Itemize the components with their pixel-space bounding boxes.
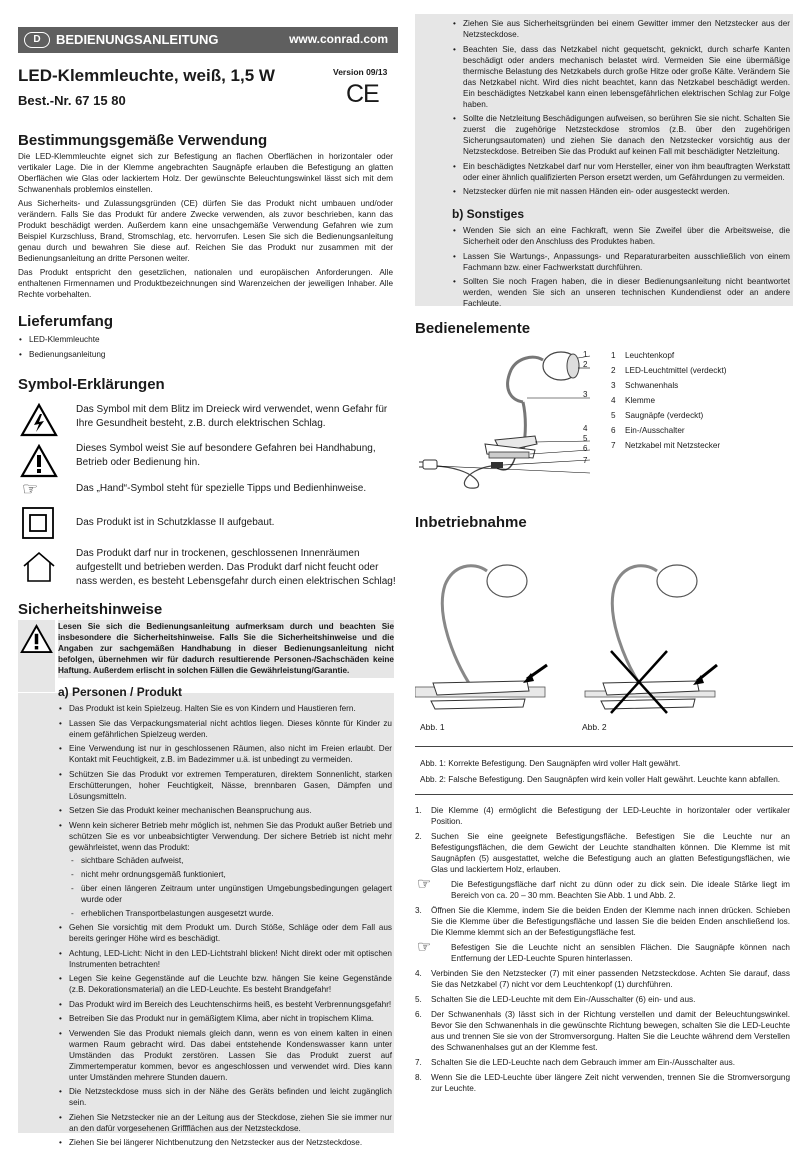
figure-caption: Abb. 1: Korrekte Befestigung. Den Saugnäpfen wird voller Halt gewährt. xyxy=(420,759,681,768)
list-item-text: Wenn kein sicherer Betrieb mehr möglich ist, nehmen Sie das Produkt außer Betrieb und schützen Sie es vor unbeabsichtigter Verwendung. Der sichere Betrieb ist nicht mehr gewährleistet, wenn das Produkt: xyxy=(69,820,392,852)
figure-label: Abb. 1 xyxy=(420,722,445,732)
safety-b-list xyxy=(452,225,790,313)
safety-icon-box xyxy=(18,620,55,692)
startup-steps xyxy=(415,805,790,1098)
list-item: • Bedienungsanleitung xyxy=(18,349,388,360)
list-item: • Das Produkt ist kein Spielzeug. Halten Sie es von Kindern und Haustieren fern. xyxy=(58,703,392,714)
step-item: 4. Verbinden Sie den Netzstecker (7) mit einer passenden Netzsteckdose. Achten Sie darauf, dass Sie das Netzkabel (7) nicht vor dem Leuchtenkopf (1) durchführen. xyxy=(415,969,790,989)
sub-list-item: - nicht mehr ordnungsgemäß funktioniert, xyxy=(69,869,392,880)
legend-label: Ein-/Ausschalter xyxy=(625,426,685,435)
list-item: • Ziehen Sie Netzstecker nie an der Leitung aus der Steckdose, ziehen Sie sie immer nur an den dafür vorgesehenen Griffflächen aus der Netzsteckdose. xyxy=(58,1112,392,1134)
subsection-heading: b) Sonstiges xyxy=(452,207,525,221)
divider xyxy=(415,794,793,795)
symbol-row xyxy=(18,479,403,502)
legend-item xyxy=(611,408,791,423)
list-item: • Netzstecker dürfen nie mit nassen Händen ein- oder ausgesteckt werden. xyxy=(452,186,790,197)
usage-section xyxy=(18,151,393,300)
step-text: Schalten Sie die LED-Leuchte mit dem Ein-/Ausschalter (6) ein- und aus. xyxy=(431,995,696,1004)
order-number: Best.-Nr. 67 15 80 xyxy=(18,93,126,108)
step-text: Suchen Sie eine geeignete Befestigungsfläche. Befestigen Sie die Leuchte nur an Befestigungsflächen, die dem Gewicht der Leuchte standhalten können. Die Klemme ist mit Saugnäpfen (5) ausgestattet, welche die Befestigung auch an glatten Befestigungsflächen, wie Glas und lackiertem Holz, erlauben. xyxy=(431,832,790,874)
list-item: • Die Netzsteckdose muss sich in der Nähe des Geräts befinden und leicht zugänglich sein. xyxy=(58,1086,392,1108)
step-item: 1. Die Klemme (4) ermöglicht die Befestigung der LED-Leuchte in horizontaler oder vertikaler Position. xyxy=(415,806,790,826)
legend-number: 7 xyxy=(611,441,616,450)
pointing-hand-icon: ☞ xyxy=(417,876,432,893)
legend-label: LED-Leuchtmittel (verdeckt) xyxy=(625,366,727,375)
symbol-text: Das Symbol mit dem Blitz im Dreieck wird verwendet, wenn Gefahr für Ihre Gesundheit besteht, z.B. durch elektrischen Schlag. xyxy=(76,404,388,429)
controls-legend xyxy=(611,348,791,453)
sub-list-item: - erheblichen Transportbelastungen ausgesetzt wurde. xyxy=(69,908,392,919)
sub-list-item: - sichtbare Schäden aufweist, xyxy=(69,855,392,866)
legend-item xyxy=(611,348,791,363)
step-item: 2. Suchen Sie eine geeignete Befestigungsfläche. Befestigen Sie die Leuchte nur an Befestigungsflächen, die dem Gewicht der Leuchte standhalten können. Die Klemme ist mit Saugnäpfen (5) ausgestattet, welche die Befestigung auch an glatten Befestigungsflächen, wie Glas und lackiertem Holz, erlauben. xyxy=(415,832,790,874)
pointing-hand-icon: ☞ xyxy=(22,479,39,499)
legend-number: 1 xyxy=(611,351,616,360)
delivery-heading: Lieferumfang xyxy=(18,313,114,330)
list-item: • Lassen Sie das Verpackungsmaterial nicht achtlos liegen. Dieses könnte für Kinder zu einem gefährlichen Spielzeug werden. xyxy=(58,718,392,740)
delivery-list xyxy=(18,334,388,363)
list-item: • Lassen Sie Wartungs-, Anpassungs- und Reparaturarbeiten ausschließlich von einem Fachmann bzw. einer Fachwerkstatt durchführen. xyxy=(452,251,790,273)
list-item: • Setzen Sie das Produkt keiner mechanischen Beanspruchung aus. xyxy=(58,805,392,816)
symbol-row xyxy=(18,547,403,591)
exclamation-warning-icon xyxy=(20,624,53,654)
legend-label: Schwanenhals xyxy=(625,381,679,390)
legend-item xyxy=(611,393,791,408)
list-item: • Eine Verwendung ist nur in geschlossenen Räumen, also nicht im Freien erlaubt. Der Kontakt mit Feuchtigkeit, z.B. im Badezimmer u.ä. ist unbedingt zu vermeiden. xyxy=(58,743,392,765)
sub-list-item: - über einen längeren Zeitraum unter ungünstigen Umgebungsbedingungen gelagert wurde oder xyxy=(69,883,392,905)
indoor-house-icon xyxy=(22,551,56,583)
list-item: • Das Produkt wird im Bereich des Leuchtenschirms heiß, es besteht Verbrennungsgefahr! xyxy=(58,999,392,1010)
symbols-heading: Symbol-Erklärungen xyxy=(18,376,165,393)
safety-heading: Sicherheitshinweise xyxy=(18,601,163,618)
protection-class-ii-icon xyxy=(22,507,54,539)
symbol-row xyxy=(18,403,403,443)
step-text: Schalten Sie die LED-Leuchte nach dem Gebrauch immer am Ein-/Ausschalter aus. xyxy=(431,1058,735,1067)
safety-intro: Lesen Sie sich die Bedienungsanleitung aufmerksam durch und beachten Sie insbesondere die Sicherheitshinweise. Falls Sie die Sicherheitshinweise und die Angaben zur sachgemäßen Handhabung in dieser Bedienungsanleitung nicht befolgen, übernehmen wir für dadurch resultierende Personen-/Sachschäden keine Haftung. Außerdem erlischt in solchen Fällen die Gewährleistung/Garantie. xyxy=(58,620,394,678)
callout-label: 3 xyxy=(583,390,588,399)
safety-right-list xyxy=(452,18,790,201)
legend-label: Netzkabel mit Netzstecker xyxy=(625,441,721,450)
callout-label: 1 xyxy=(583,350,588,359)
ce-mark: CE xyxy=(346,80,379,108)
symbol-text: Das „Hand“-Symbol steht für spezielle Tipps und Bedienhinweise. xyxy=(76,483,367,494)
step-text: Die Klemme (4) ermöglicht die Befestigung der LED-Leuchte in horizontaler oder vertikaler Position. xyxy=(431,806,790,826)
header-bar xyxy=(18,27,398,53)
symbol-text: Das Produkt darf nur in trockenen, geschlossenen Innenräumen aufgestellt und betrieben werden. Das Produkt darf nicht feucht oder nass werden, es besteht Lebensgefahr durch einen elektrischen Schlag! xyxy=(76,548,396,587)
figure-label: Abb. 2 xyxy=(582,722,607,732)
usage-paragraph: Die LED-Klemmleuchte eignet sich zur Befestigung an flachen Oberflächen in horizontaler oder vertikaler Lage. Die in der Klemme angebrachten Saugnäpfe erlauben die Befestigung an glatten Oberflächen wie Glas oder lackiertem Holz. Der gewünschte Beleuchtungswinkel lässt sich mit dem Schwanenhals problemlos einstellen. xyxy=(18,152,393,194)
symbol-text: Dieses Symbol weist Sie auf besondere Gefahren bei Handhabung, Betrieb oder Bedienung hin. xyxy=(76,443,376,468)
step-item: 8. Wenn Sie die LED-Leuchte über längere Zeit nicht verwenden, trennen Sie die Stromversorgung zur Leuchte. xyxy=(415,1073,790,1093)
step-text: Wenn Sie die LED-Leuchte über längere Zeit nicht verwenden, trennen Sie die Stromversorgung zur Leuchte. xyxy=(431,1073,790,1093)
tip-text: Befestigen Sie die Leuchte nicht an sensiblen Flächen. Die Saugnäpfe können nach Entfernung der LED-Leuchte Spuren hinterlassen. xyxy=(451,943,790,963)
list-item: • Wenden Sie sich an eine Fachkraft, wenn Sie Zweifel über die Arbeitsweise, die Sicherheit oder den Anschluss des Produktes haben. xyxy=(452,225,790,247)
step-item: 5. Schalten Sie die LED-Leuchte mit dem Ein-/Ausschalter (6) ein- und aus. xyxy=(415,995,696,1004)
symbol-row xyxy=(18,442,403,476)
callout-label: 5 xyxy=(583,434,588,443)
list-item: • Ein beschädigtes Netzkabel darf nur vom Hersteller, einer von ihm beauftragten Werkstatt oder einer ähnlich qualifizierten Person ersetzt werden, um Gefährdungen zu vermeiden. xyxy=(452,161,790,183)
list-item: • Sollten Sie noch Fragen haben, die in dieser Bedienungsanleitung nicht beantwortet werden, wenden Sie sich an unseren technischen Kundendienst oder an andere Fachleute. xyxy=(452,276,790,309)
callout-label: 6 xyxy=(583,444,588,453)
step-item: 6. Der Schwanenhals (3) lässt sich in der Richtung verstellen und damit der Beleuchtungswinkel. Bevor Sie den Schwanenhals in die gewünschte Richtung bewegen, schalten Sie die LED-Leuchte aus und trennen Sie sie von der Stromversorgung. Halten Sie die Leuchte während dem Verstellen des Schwanenhalses gut an der Klemme fest. xyxy=(415,1010,790,1052)
legend-number: 4 xyxy=(611,396,616,405)
lightning-warning-icon xyxy=(20,403,58,437)
legend-number: 5 xyxy=(611,411,616,420)
controls-heading: Bedienelemente xyxy=(415,320,531,337)
callout-label: 7 xyxy=(583,456,588,465)
legend-item xyxy=(611,423,791,438)
lamp-diagram xyxy=(415,340,595,500)
list-item: • Ziehen Sie bei längerer Nichtbenutzung den Netzstecker aus der Netzsteckdose. xyxy=(58,1137,392,1148)
callout-label: 2 xyxy=(583,360,588,369)
usage-heading: Bestimmungsgemäße Verwendung xyxy=(18,132,268,149)
legend-item xyxy=(611,378,791,393)
step-item: 7. Schalten Sie die LED-Leuchte nach dem Gebrauch immer am Ein-/Ausschalter aus. xyxy=(415,1058,735,1067)
pointing-hand-icon: ☞ xyxy=(417,939,432,956)
product-title: LED-Klemmleuchte, weiß, 1,5 W xyxy=(18,66,275,85)
list-item: • Betreiben Sie das Produkt nur in gemäßigtem Klima, aber nicht in tropischem Klima. xyxy=(58,1013,392,1024)
list-item: • Gehen Sie vorsichtig mit dem Produkt um. Durch Stöße, Schläge oder dem Fall aus bereits geringer Höhe wird es beschädigt. xyxy=(58,922,392,944)
legend-number: 3 xyxy=(611,381,616,390)
list-item: • LED-Klemmleuchte xyxy=(18,334,388,345)
step-text: Der Schwanenhals (3) lässt sich in der Richtung verstellen und damit der Beleuchtungswinkel. Bevor Sie den Schwanenhals in die gewünschte Richtung bewegen, schalten Sie die LED-Leuchte aus und trennen Sie sie von der Stromversorgung. Halten Sie die Leuchte während dem Verstellen des Schwanenhalses gut an der Klemme fest. xyxy=(431,1010,790,1052)
list-item xyxy=(58,820,392,919)
safety-a-list xyxy=(58,703,392,1152)
mounting-figure xyxy=(415,545,795,720)
list-item: • Legen Sie keine Gegenstände auf die Leuchte bzw. hängen Sie keine Gegenstände (z.B. Dekorationsmaterial) an die LED-Leuchte. Es besteht Brandgefahr! xyxy=(58,973,392,995)
usage-paragraph: Aus Sicherheits- und Zulassungsgründen (CE) dürfen Sie das Produkt nicht umbauen und/oder verändern. Falls Sie das Produkt für andere Zwecke verwenden, als zuvor beschrieben, kann das Produkt beschädigt werden. Außerdem kann eine unsachgemäße Verwendung Gefahren wie zum Beispiel Kurzschluss, Brand, Stromschlag, etc. hervorrufen. Lesen Sie sich die Bedienungsanleitung genau durch und bewahren Sie diese auf. Reichen Sie das Produkt nur zusammen mit der Bedienungsanleitung an dritte Personen weiter. xyxy=(18,199,393,263)
tip-item xyxy=(415,939,790,964)
list-item: • Sollte die Netzleitung Beschädigungen aufweisen, so berühren Sie sie nicht. Schalten Sie zuerst die zugehörige Netzsteckdose stromlos (z.B. über den zugehörigen Sicherungsautomaten) und ziehen Sie danach den Netzstecker vorsichtig aus der Netzsteckdose. Betreiben Sie das Produkt auf keinen Fall mit beschädigter Netzleitung. xyxy=(452,113,790,157)
subsection-heading: a) Personen / Produkt xyxy=(58,685,183,699)
symbol-row xyxy=(18,507,403,539)
legend-label: Klemme xyxy=(625,396,656,405)
version-label: Version 09/13 xyxy=(333,67,388,77)
list-item: • Beachten Sie, dass das Netzkabel nicht gequetscht, geknickt, durch scharfe Kanten beschädigt oder anders mechanisch belastet wird. Vermeiden Sie eine übermäßige thermische Belastung des Netzkabels durch große Hitze oder große Kälte. Verändern Sie das Netzkabel nicht. Wird dies nicht beachtet, kann das Netzkabel beschädigt werden. Ein beschädigtes Netzkabel kann einen lebensgefährlichen elektrischen Schlag zur Folge haben. xyxy=(452,44,790,110)
startup-heading: Inbetriebnahme xyxy=(415,514,527,531)
list-item: • Achtung, LED-Licht: Nicht in den LED-Lichtstrahl blicken! Nicht direkt oder mit optischen Instrumenten betrachten! xyxy=(58,948,392,970)
legend-item xyxy=(611,438,791,453)
manual-title: BEDIENUNGSANLEITUNG xyxy=(56,32,219,47)
usage-paragraph: Das Produkt entspricht den gesetzlichen, nationalen und europäischen Anforderungen. Alle enthaltenen Firmennamen und Produktbezeichnungen sind Warenzeichen der jeweiligen Inhaber. Alle Rechte vorbehalten. xyxy=(18,268,393,299)
figure-captions xyxy=(420,756,795,788)
tip-item xyxy=(415,876,790,901)
figure-caption: Abb. 2: Falsche Befestigung. Den Saugnäpfen wird kein voller Halt gewährt. Leuchte kann abfallen. xyxy=(420,775,781,784)
legend-number: 6 xyxy=(611,426,616,435)
divider xyxy=(415,746,793,747)
language-badge: D xyxy=(24,32,50,48)
list-item: • Verwenden Sie das Produkt niemals gleich dann, wenn es von einem kalten in einen warmen Raum gebracht wird. Das dabei entstehende Kondenswasser kann unter Umständen das Produkt zerstören. Lassen Sie das Produkt zuerst auf Zimmertemperatur kommen, bevor es angeschlossen und verwendet wird. Dies kann unter Umständen mehrere Stunden dauern. xyxy=(58,1028,392,1083)
list-item: • Ziehen Sie aus Sicherheitsgründen bei einem Gewitter immer den Netzstecker aus der Netzsteckdose. xyxy=(452,18,790,40)
list-item: • Schützen Sie das Produkt vor extremen Temperaturen, direktem Sonnenlicht, starken Erschütterungen, hoher Feuchtigkeit, Nässe, brennbaren Gasen, Dämpfen und Lösungsmitteln. xyxy=(58,769,392,802)
step-text: Öffnen Sie die Klemme, indem Sie die beiden Enden der Klemme nach innen drücken. Schieben Sie die Klemme über die Befestigungsfläche und lassen Sie die beiden Enden anschließend los. Die Klemme klemmt sich an der Befestigungsfläche fest. xyxy=(431,906,790,937)
tip-text: Die Befestigungsfläche darf nicht zu dünn oder zu dick sein. Die ideale Stärke liegt im Bereich von ca. 20 – 30 mm. Beachten Sie Abb. 1 und Abb. 2. xyxy=(451,880,790,900)
callout-numbers xyxy=(583,350,587,466)
symbol-text: Das Produkt ist in Schutzklasse II aufgebaut. xyxy=(76,517,275,528)
step-item: 3. Öffnen Sie die Klemme, indem Sie die beiden Enden der Klemme nach innen drücken. Schieben Sie die Klemme über die Befestigungsfläche und lassen Sie die beiden Enden anschließend los. Die Klemme klemmt sich an der Befestigungsfläche fest. xyxy=(415,906,790,937)
legend-number: 2 xyxy=(611,366,616,375)
legend-label: Saugnäpfe (verdeckt) xyxy=(625,411,704,420)
step-text: Verbinden Sie den Netzstecker (7) mit einer passenden Netzsteckdose. Achten Sie darauf, dass Sie das Netzkabel (7) nicht vor dem Leuchtenkopf (1) durchführen. xyxy=(431,969,790,989)
exclamation-warning-icon xyxy=(20,444,58,478)
callout-label: 4 xyxy=(583,424,588,433)
website-url[interactable]: www.conrad.com xyxy=(289,32,388,46)
legend-label: Leuchtenkopf xyxy=(625,351,675,360)
legend-item xyxy=(611,363,791,378)
